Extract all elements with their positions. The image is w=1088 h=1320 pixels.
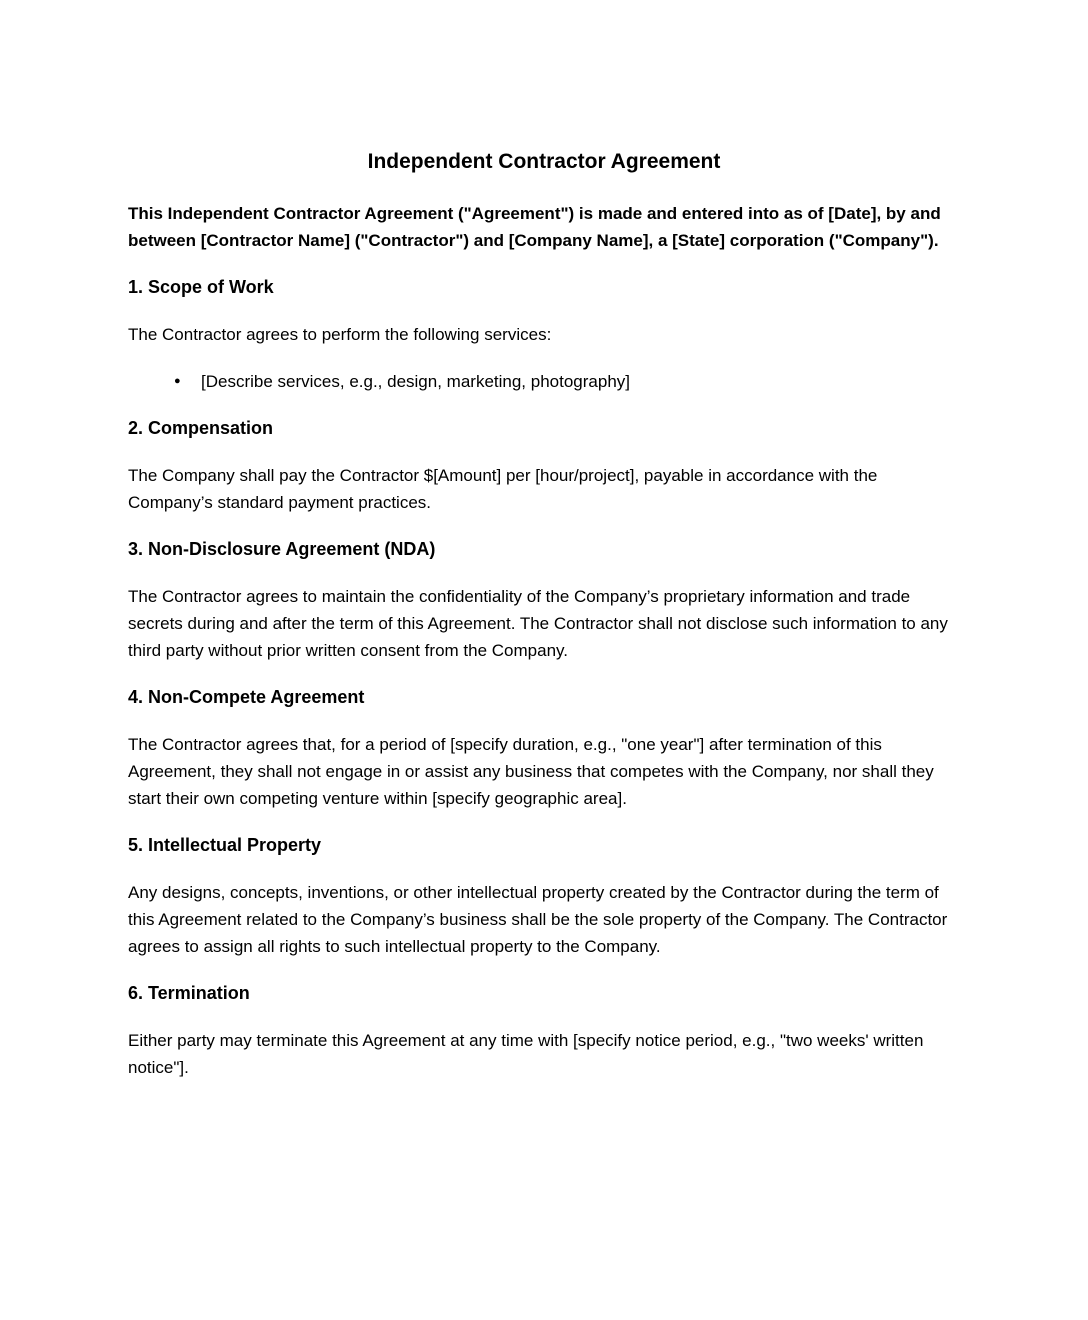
section-heading-termination: 6. Termination — [128, 983, 250, 1003]
list-item: ● [Describe services, e.g., design, marketing, photography] — [174, 368, 960, 395]
nda-paragraph: The Contractor agrees to maintain the confidentiality of the Company’s proprietary information and trade secrets during and after the term of this Agreement. The Contractor shall not disclose such information to any third party without prior written consent from the Company. — [128, 587, 948, 660]
non-compete-paragraph: The Contractor agrees that, for a period of [specify duration, e.g., "one year"] after termination of this Agreement, they shall not engage in or assist any business that competes with the Company, nor shall they start their own competing venture within [specify geographic area]. — [128, 735, 934, 808]
section-heading-compensation: 2. Compensation — [128, 418, 274, 438]
document-title: Independent Contractor Agreement — [367, 150, 721, 173]
section-heading-scope-of-work: 1. Scope of Work — [128, 277, 274, 297]
scope-of-work-paragraph: The Contractor agrees to perform the following services: — [128, 325, 552, 344]
services-bullet-list — [128, 368, 960, 395]
intellectual-property-paragraph: Any designs, concepts, inventions, or other intellectual property created by the Contractor during the term of this Agreement related to the Company’s business shall be the sole property of the Company. The Contractor agrees to assign all rights to such intellectual property to the Company. — [128, 883, 948, 956]
section-heading-intellectual-property: 5. Intellectual Property — [128, 835, 322, 855]
intro-paragraph: This Independent Contractor Agreement ("Agreement") is made and entered into as of [Date], by and between [Contractor Name] ("Contractor") and [Company Name], a [State] corporation ("Company"). — [128, 204, 941, 250]
section-heading-non-compete: 4. Non-Compete Agreement — [128, 687, 365, 707]
compensation-paragraph: The Company shall pay the Contractor $[Amount] per [hour/project], payable in accordance with the Company’s standard payment practices. — [128, 466, 878, 512]
termination-paragraph: Either party may terminate this Agreement at any time with [specify notice period, e.g., "two weeks' written notice"]. — [128, 1031, 924, 1077]
section-heading-nda: 3. Non-Disclosure Agreement (NDA) — [128, 539, 436, 559]
